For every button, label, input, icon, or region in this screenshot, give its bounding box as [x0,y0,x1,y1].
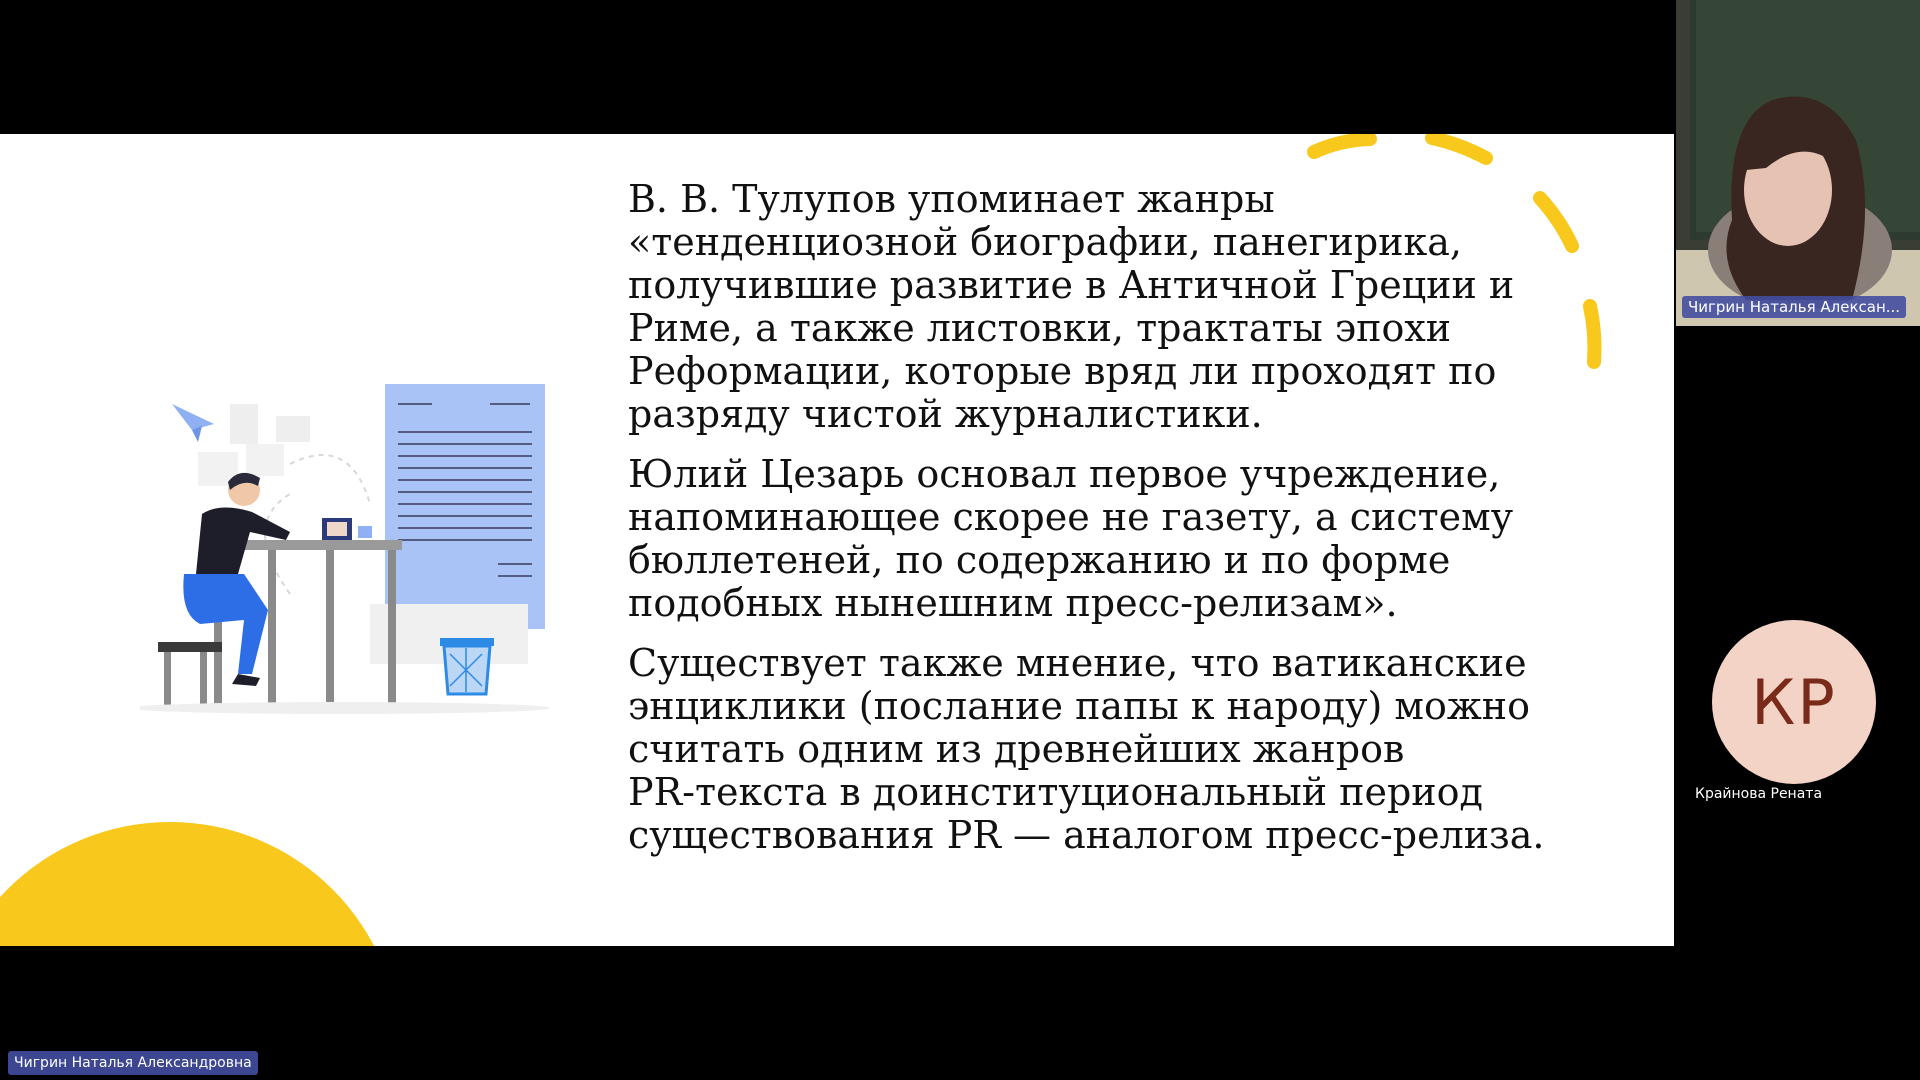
trash-bin-icon [440,638,494,694]
paper-plane-icon [172,404,214,442]
shared-slide [0,134,1674,946]
writer-illustration [140,374,600,894]
slide-paragraph: Существует также мнение, что ватиканские энциклики (послание папы к народу) можно считать одним из древнейших жанров PR-текста в доинституциональный период существования PR — аналогом пресс-релиза. [628,641,1545,857]
participant-video-tile[interactable] [1676,0,1920,326]
avatar[interactable]: КР [1712,620,1876,784]
webcam-feed [1676,0,1920,326]
participant-name-label: Крайнова Рената [1695,786,1823,802]
slide-body [628,178,1628,874]
presenter-name-badge: Чигрин Наталья Александровна [8,1051,258,1075]
participant-name-badge: Чигрин Наталья Алексан... [1682,296,1906,318]
slide-paragraph: Юлий Цезарь основал первое учреждение, напоминающее скорее не газету, а систему бюллетеней, по содержанию и по форме подобных нынешним пресс-релизам». [628,452,1514,625]
slide-paragraph: В. В. Тулупов упоминает жанры «тенденциозной биографии, панегирика, получившие развитие в Античной Греции и Риме, а также листовки, трактаты эпохи Реформации, которые вряд ли проходят по разряду чистой журналистики. [628,177,1515,436]
